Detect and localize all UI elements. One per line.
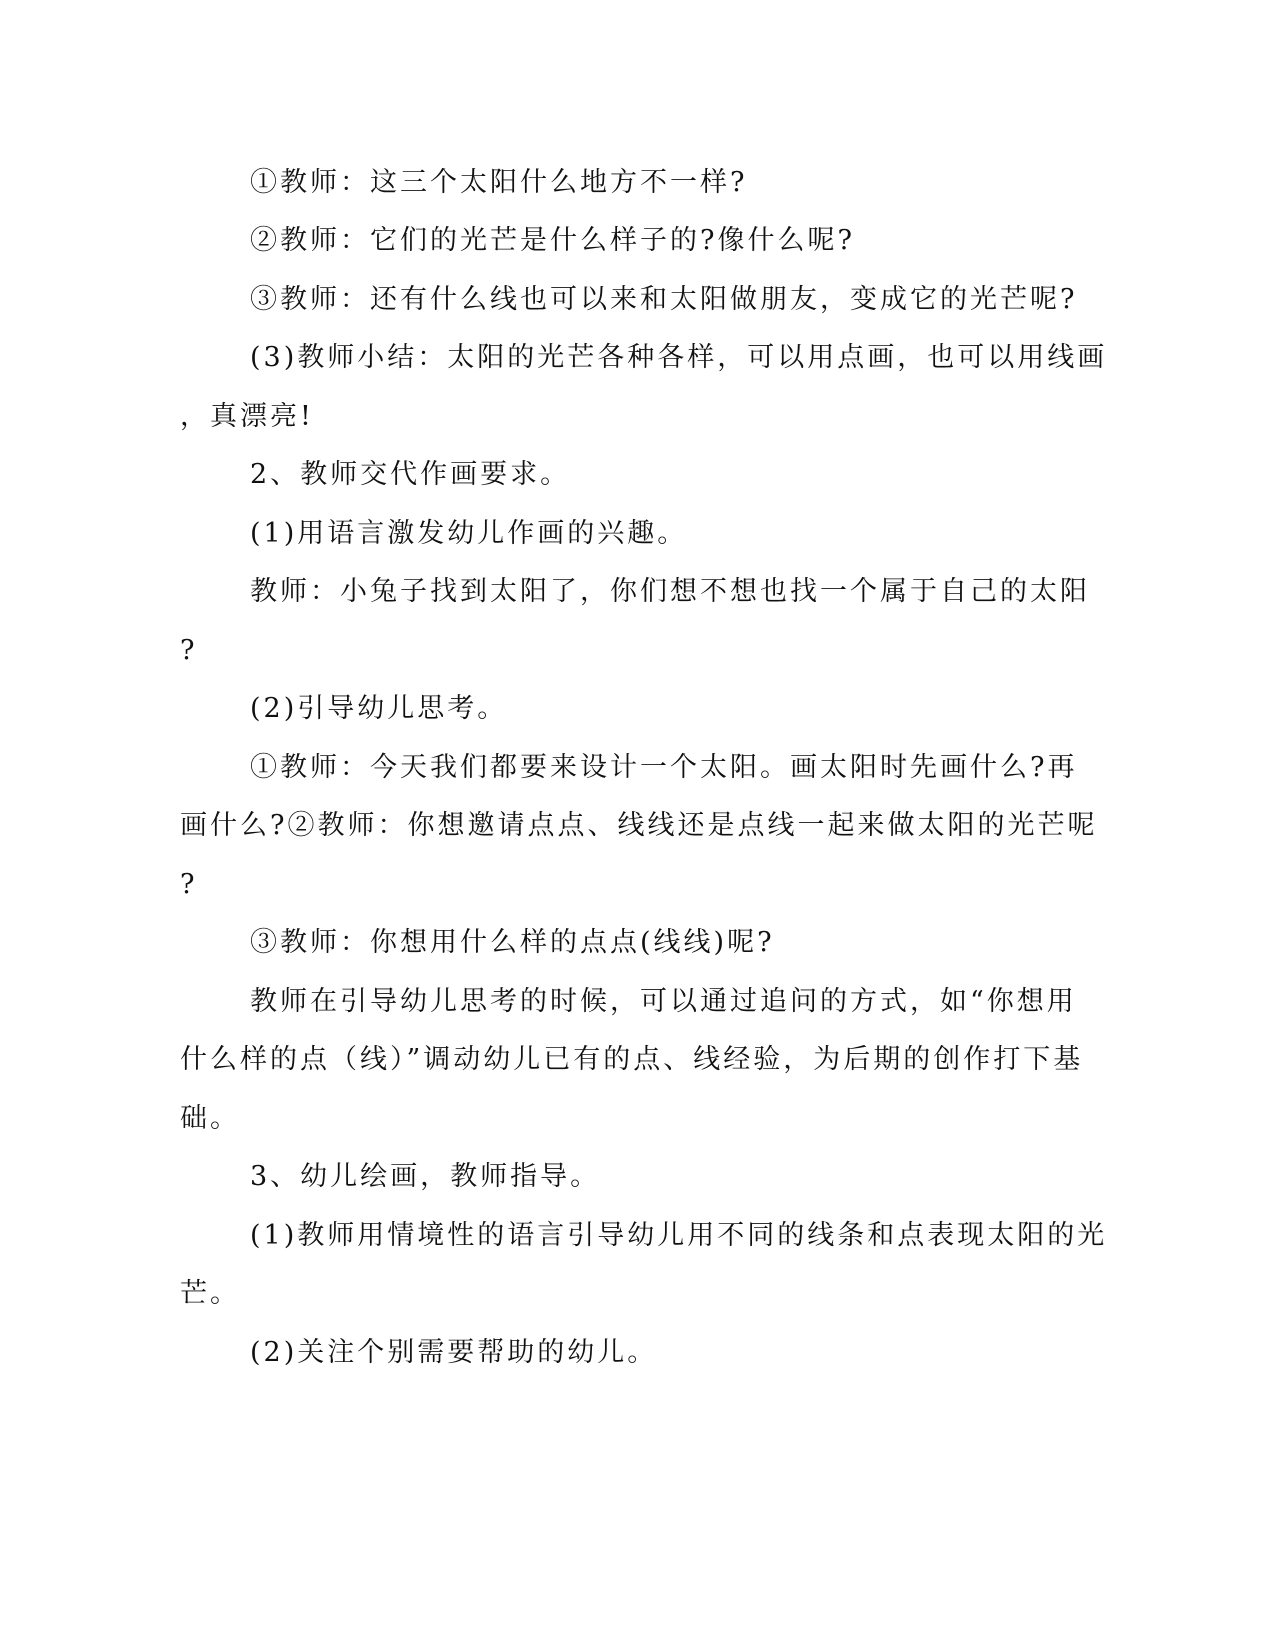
text-line: 芒。 — [180, 1278, 240, 1309]
text-line: ③教师：你想用什么样的点点(线线)呢? — [250, 927, 775, 958]
text-line: (1)用语言激发幼儿作画的兴趣。 — [250, 518, 688, 549]
text-line: (1)教师用情境性的语言引导幼儿用不同的线条和点表现太阳的光 — [250, 1220, 1108, 1251]
text-line: (2)关注个别需要帮助的幼儿。 — [250, 1337, 658, 1368]
text-line: ? — [180, 869, 198, 900]
text-line: 2、教师交代作画要求。 — [250, 459, 571, 490]
text-line: 础。 — [180, 1103, 240, 1134]
text-line: (2)引导幼儿思考。 — [250, 693, 508, 724]
text-line: ③教师：还有什么线也可以来和太阳做朋友，变成它的光芒呢? — [250, 284, 1078, 315]
text-line: ②教师：它们的光芒是什么样子的?像什么呢? — [250, 225, 855, 256]
text-line: ，真漂亮! — [180, 401, 314, 432]
text-line: 3、幼儿绘画，教师指导。 — [250, 1161, 601, 1192]
text-line: 什么样的点（线）”调动幼儿已有的点、线经验，为后期的创作打下基 — [180, 1044, 1084, 1075]
text-line: 画什么?②教师：你想邀请点点、线线还是点线一起来做太阳的光芒呢 — [180, 810, 1098, 841]
text-line: ①教师：这三个太阳什么地方不一样? — [250, 167, 748, 198]
text-line: (3)教师小结：太阳的光芒各种各样，可以用点画，也可以用线画 — [250, 342, 1108, 373]
text-line: 教师：小兔子找到太阳了，你们想不想也找一个属于自己的太阳 — [250, 576, 1090, 607]
text-line: ①教师：今天我们都要来设计一个太阳。画太阳时先画什么?再 — [250, 752, 1078, 783]
text-line: 教师在引导幼儿思考的时候，可以通过追问的方式，如“你想用 — [250, 986, 1077, 1017]
text-line: ? — [180, 635, 198, 666]
